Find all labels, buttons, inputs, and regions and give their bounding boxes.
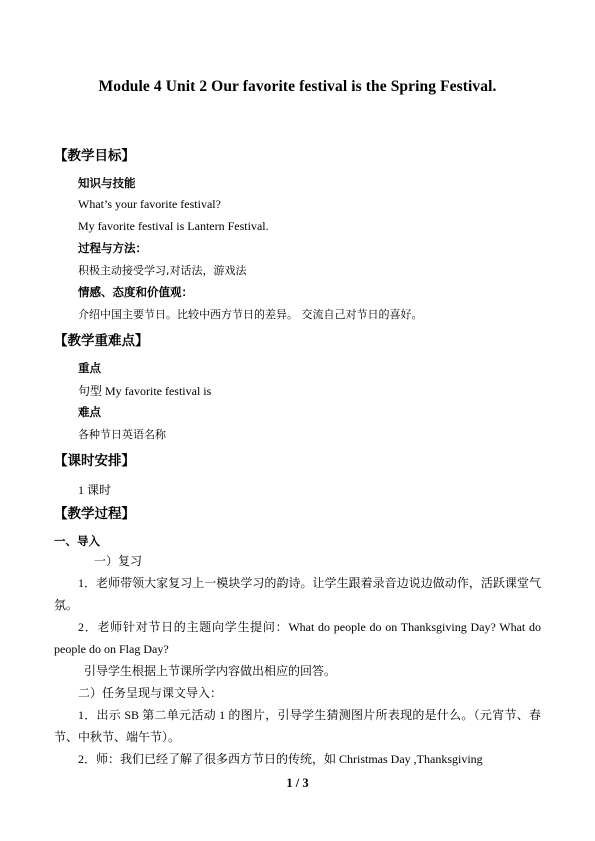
document-title: Module 4 Unit 2 Our favorite festival is the Spring Festival.: [98, 78, 497, 95]
knowledge-heading: 知识与技能: [78, 176, 136, 190]
section-heading-objectives: 【教学目标】: [54, 148, 135, 164]
difficulty-heading: 难点: [78, 405, 101, 419]
section-heading-schedule: 【课时安排】: [54, 453, 135, 469]
task-heading: 二）任务呈现与课文导入：: [78, 686, 223, 700]
process-method-heading: 过程与方法：: [78, 241, 147, 255]
difficulty-line: 各种节日英语名称: [78, 428, 166, 441]
part-1-heading: 一、导入: [54, 534, 100, 548]
focus-line: 句型 My favorite festival is: [78, 384, 212, 398]
section-heading-process: 【教学过程】: [54, 506, 135, 522]
page-number: 1 / 3: [286, 776, 309, 790]
paragraph-5: 2．师：我们已经了解了很多西方节日的传统，如 Christmas Day ,Thanksgiving: [78, 752, 483, 766]
knowledge-line-2: My favorite festival is Lantern Festival.: [78, 219, 269, 233]
paragraph-1: 1．老师带领大家复习上一模块学习的韵诗。让学生跟着录音边说边做动作，活跃课堂气氛。: [54, 576, 541, 612]
emotion-line: 介绍中国主要节日。比较中西方节日的差异。 交流自己对节日的喜好。: [78, 308, 423, 321]
focus-heading: 重点: [78, 361, 101, 375]
paragraph-4: 1．出示 SB 第二单元活动 1 的图片，引导学生猜测图片所表现的是什么。（元宵节、春节、中秋节、端午节）。: [54, 708, 541, 744]
process-method-line: 积极主动接受学习,对话法，游戏法: [78, 264, 247, 277]
paragraph-2: 2．老师针对节日的主题向学生提问：What do people do on Thanksgiving Day? What do people do on Flag Day?: [54, 620, 541, 656]
section-heading-key-points: 【教学重难点】: [54, 333, 149, 349]
schedule-line: 1 课时: [78, 483, 112, 497]
paragraph-3: 引导学生根据上节课所学内容做出相应的回答。: [84, 664, 337, 678]
review-heading: 一）复习: [94, 554, 143, 568]
emotion-heading: 情感、态度和价值观：: [78, 285, 193, 299]
knowledge-line-1: What’s your favorite festival?: [78, 197, 221, 211]
